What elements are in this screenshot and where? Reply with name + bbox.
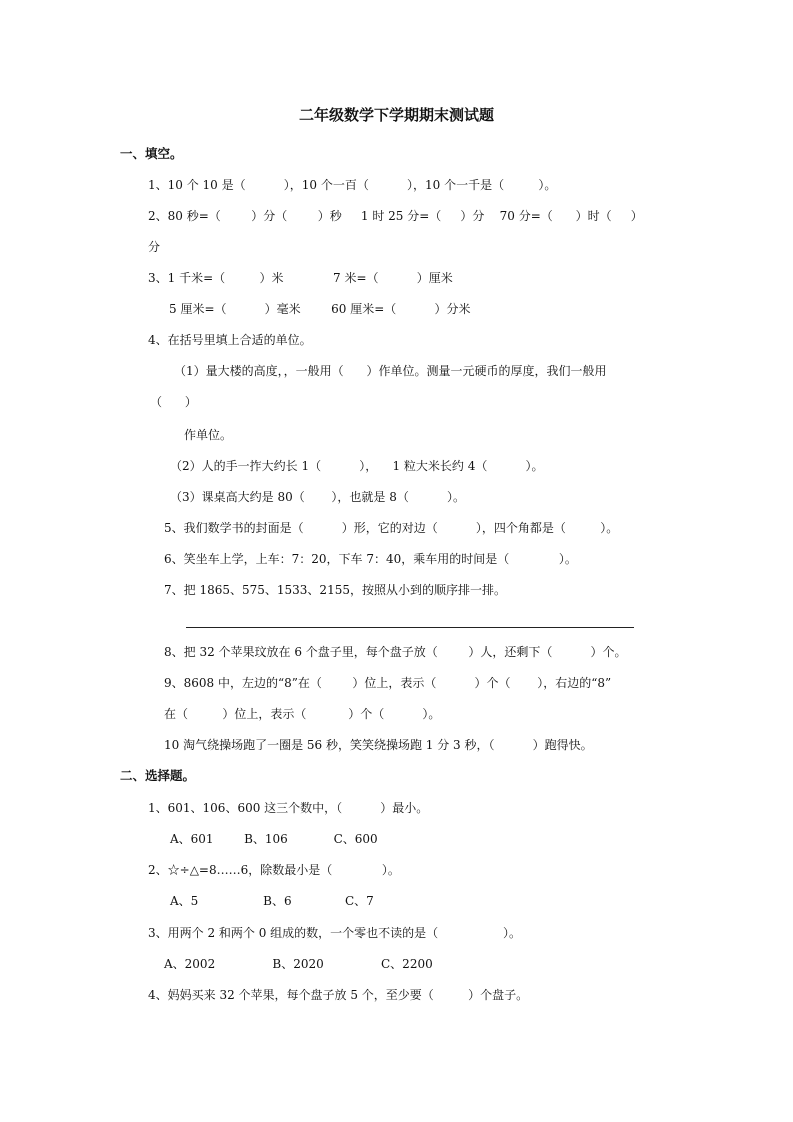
question-5: 5、我们数学书的封面是（ ）形，它的对边（ ），四个角都是（ ）。 bbox=[164, 521, 619, 535]
choice-question-2-options: A、5 B、6 C、7 bbox=[170, 894, 374, 908]
question-10: 10 淘气绕操场跑了一圈是 56 秒，笑笑绕操场跑 1 分 3 秒，（ ）跑得快。 bbox=[164, 738, 593, 752]
section-heading-fill-in: 一、填空。 bbox=[120, 146, 183, 161]
page-title: 二年级数学下学期期末测试题 bbox=[298, 106, 494, 124]
choice-question-3-options: A、2002 B、2020 C、2200 bbox=[164, 957, 433, 971]
choice-question-4: 4、妈妈买来 32 个苹果，每个盘子放 5 个，至少要（ ）个盘子。 bbox=[148, 988, 529, 1002]
answer-line bbox=[186, 627, 634, 628]
question-8: 8、把 32 个苹果玟放在 6 个盘子里，每个盘子放（ ）人，还剩下（ ）个。 bbox=[164, 645, 627, 659]
question-2-continued: 分 bbox=[148, 240, 161, 254]
question-4-1-unit: 作单位。 bbox=[184, 428, 233, 442]
choice-question-1-options: A、601 B、106 C、600 bbox=[170, 832, 378, 846]
question-2: 2、80 秒=（ ）分（ ）秒 1 时 25 分=（ ）分 70 分=（ ）时（ ） bbox=[148, 209, 643, 223]
choice-question-1: 1、601、106、600 这三个数中，（ ）最小。 bbox=[148, 801, 429, 815]
question-1: 1、10 个 10 是（ ），10 个一百（ ），10 个一千是（ ）。 bbox=[148, 178, 557, 192]
question-4-3: （3）课桌高大约是 80（ ），也就是 8（ ）。 bbox=[170, 490, 466, 504]
question-3: 3、1 千米=（ ）米 7 米=（ ）厘米 bbox=[148, 271, 453, 285]
question-4-2: （2）人的手一拃大约长 1（ ）， 1 粒大米长约 4（ ）。 bbox=[170, 459, 544, 473]
section-heading-multiple-choice: 二、选择题。 bbox=[120, 768, 196, 783]
question-4-1: （1）量大楼的高度，，一般用（ ）作单位。测量一元硬币的厚度，我们一般用 bbox=[174, 364, 607, 378]
question-4-1-continued: （ ） bbox=[150, 395, 197, 409]
question-6: 6、笑坐车上学，上车：7：20，下车 7：40，乘车用的时间是（ ）。 bbox=[164, 552, 577, 566]
question-4: 4、在括号里填上合适的单位。 bbox=[148, 333, 312, 347]
question-7: 7、把 1865、575、1533、2155，按照从小到的顺序排一排。 bbox=[164, 583, 506, 597]
choice-question-3: 3、用两个 2 和两个 0 组成的数，一个零也不读的是（ ）。 bbox=[148, 926, 522, 940]
choice-question-2: 2、☆÷△=8……6，除数最小是（ ）。 bbox=[148, 863, 400, 877]
question-3-continued: 5 厘米=（ ）毫米 60 厘米=（ ）分米 bbox=[169, 302, 471, 316]
question-9-continued: 在（ ）位上，表示（ ）个（ ）。 bbox=[164, 707, 441, 721]
question-9: 9、8608 中，左边的“8”在（ ）位上，表示（ ）个（ ），右边的“8” bbox=[164, 676, 612, 690]
